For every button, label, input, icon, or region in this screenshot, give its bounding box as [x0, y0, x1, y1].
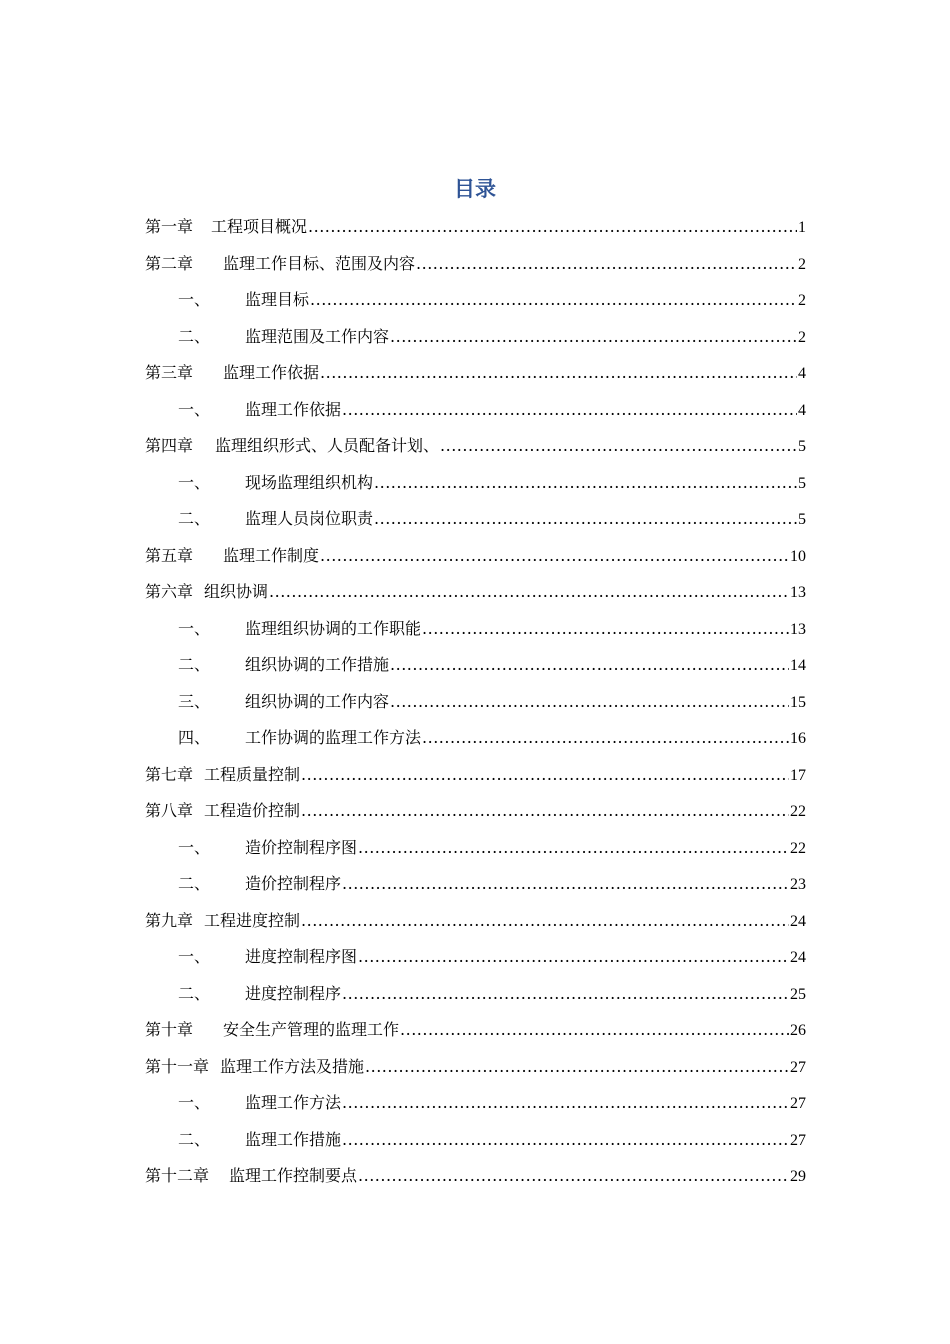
toc-subsection-entry[interactable] [178, 833, 806, 863]
toc-page-number: 27 [790, 1059, 806, 1076]
toc-subsection-entry[interactable] [178, 687, 806, 717]
toc-subsection-entry[interactable] [178, 1125, 806, 1155]
toc-dot-leader [422, 614, 789, 644]
toc-entry-number: 第三章 [145, 363, 194, 382]
toc-subsection-entry[interactable] [178, 1088, 806, 1118]
toc-subsection-entry[interactable] [178, 723, 806, 753]
toc-entry-number: 三、 [178, 692, 211, 711]
toc-page-number: 25 [790, 986, 806, 1003]
toc-chapter-entry[interactable] [145, 249, 806, 279]
toc-page-number: 15 [790, 694, 806, 711]
toc-dot-leader [440, 431, 797, 461]
toc-dot-leader [358, 833, 789, 863]
toc-entry-number: 四、 [178, 728, 211, 747]
toc-entry-title: 监理工作目标、范围及内容 [223, 254, 416, 273]
toc-dot-leader [342, 869, 789, 899]
toc-dot-leader [342, 1125, 789, 1155]
toc-page-number: 22 [790, 840, 806, 857]
toc-page-number: 24 [790, 949, 806, 966]
toc-page-number: 5 [798, 511, 806, 528]
toc-chapter-entry[interactable] [145, 431, 806, 461]
toc-entry-number: 第六章 [145, 582, 194, 601]
toc-entry-number: 一、 [178, 947, 211, 966]
toc-entry-number: 一、 [178, 1093, 211, 1112]
toc-dot-leader [301, 760, 789, 790]
toc-dot-leader [365, 1052, 789, 1082]
toc-entry-number: 一、 [178, 290, 211, 309]
toc-entry-number: 二、 [178, 1130, 211, 1149]
toc-page-number: 5 [798, 475, 806, 492]
toc-page-number: 1 [798, 219, 806, 236]
toc-dot-leader [342, 1088, 789, 1118]
toc-page-number: 2 [798, 329, 806, 346]
toc-page-number: 4 [798, 365, 806, 382]
toc-page-number: 26 [790, 1022, 806, 1039]
toc-page-number: 13 [790, 584, 806, 601]
toc-page-number: 2 [798, 292, 806, 309]
toc-dot-leader [358, 942, 789, 972]
toc-chapter-entry[interactable] [145, 796, 806, 826]
toc-dot-leader [342, 395, 797, 425]
toc-page-number: 27 [790, 1132, 806, 1149]
toc-entry-number: 一、 [178, 400, 211, 419]
toc-dot-leader [422, 723, 789, 753]
toc-dot-leader [301, 796, 789, 826]
toc-entry-title: 监理组织协调的工作职能 [245, 619, 422, 638]
toc-entry-title: 工程质量控制 [204, 765, 301, 784]
toc-dot-leader [374, 504, 797, 534]
toc-subsection-entry[interactable] [178, 285, 806, 315]
toc-entry-number: 第八章 [145, 801, 194, 820]
toc-page-number: 5 [798, 438, 806, 455]
toc-entry-title: 监理工作控制要点 [229, 1166, 358, 1185]
toc-dot-leader [308, 212, 797, 242]
toc-chapter-entry[interactable] [145, 1052, 806, 1082]
toc-subsection-entry[interactable] [178, 979, 806, 1009]
toc-page-number: 27 [790, 1095, 806, 1112]
toc-entry-title: 现场监理组织机构 [245, 473, 374, 492]
toc-chapter-entry[interactable] [145, 541, 806, 571]
toc-chapter-entry[interactable] [145, 577, 806, 607]
toc-dot-leader [342, 979, 789, 1009]
toc-chapter-entry[interactable] [145, 212, 806, 242]
toc-page-number: 2 [798, 256, 806, 273]
toc-entry-title: 造价控制程序 [245, 874, 342, 893]
toc-entry-number: 第一章 [145, 217, 194, 236]
toc-dot-leader [390, 687, 789, 717]
toc-page-number: 14 [790, 657, 806, 674]
toc-subsection-entry[interactable] [178, 869, 806, 899]
toc-entry-title: 组织协调的工作措施 [245, 655, 390, 674]
toc-entry-number: 第七章 [145, 765, 194, 784]
toc-entry-number: 二、 [178, 984, 211, 1003]
toc-entry-number: 第十一章 [145, 1057, 210, 1076]
toc-entry-number: 第五章 [145, 546, 194, 565]
toc-chapter-entry[interactable] [145, 358, 806, 388]
toc-chapter-entry[interactable] [145, 906, 806, 936]
toc-entry-number: 第九章 [145, 911, 194, 930]
toc-entry-number: 第四章 [145, 436, 194, 455]
toc-page-number: 16 [790, 730, 806, 747]
toc-page-number: 17 [790, 767, 806, 784]
toc-entry-title: 工程进度控制 [204, 911, 301, 930]
toc-entry-number: 一、 [178, 838, 211, 857]
toc-entry-number: 一、 [178, 473, 211, 492]
toc-page-number: 23 [790, 876, 806, 893]
toc-dot-leader [310, 285, 797, 315]
toc-chapter-entry[interactable] [145, 1015, 806, 1045]
toc-subsection-entry[interactable] [178, 504, 806, 534]
toc-entry-title: 监理工作制度 [223, 546, 320, 565]
toc-entry-title: 工作协调的监理工作方法 [245, 728, 422, 747]
toc-entry-number: 一、 [178, 619, 211, 638]
toc-subsection-entry[interactable] [178, 942, 806, 972]
toc-entry-title: 组织协调的工作内容 [245, 692, 390, 711]
toc-page-number: 29 [790, 1168, 806, 1185]
toc-entry-title: 安全生产管理的监理工作 [223, 1020, 400, 1039]
toc-dot-leader [374, 468, 797, 498]
toc-entry-number: 第十章 [145, 1020, 194, 1039]
toc-entry-title: 监理目标 [245, 290, 310, 309]
toc-entry-number: 二、 [178, 509, 211, 528]
toc-dot-leader [390, 322, 797, 352]
toc-dot-leader [269, 577, 789, 607]
toc-dot-leader [320, 358, 797, 388]
toc-page-number: 24 [790, 913, 806, 930]
toc-chapter-entry[interactable] [145, 760, 806, 790]
toc-entry-number: 二、 [178, 327, 211, 346]
toc-entry-title: 造价控制程序图 [245, 838, 358, 857]
toc-subsection-entry[interactable] [178, 650, 806, 680]
toc-entry-title: 监理工作依据 [223, 363, 320, 382]
toc-page-number: 13 [790, 621, 806, 638]
toc-subsection-entry[interactable] [178, 322, 806, 352]
toc-entry-title: 监理范围及工作内容 [245, 327, 390, 346]
toc-page-number: 22 [790, 803, 806, 820]
toc-chapter-entry[interactable] [145, 1161, 806, 1191]
toc-dot-leader [390, 650, 789, 680]
toc-entry-title: 监理人员岗位职责 [245, 509, 374, 528]
toc-entry-title: 组织协调 [204, 582, 269, 601]
toc-page-number: 10 [790, 548, 806, 565]
toc-subsection-entry[interactable] [178, 395, 806, 425]
toc-page-number: 4 [798, 402, 806, 419]
toc-entry-title: 监理工作依据 [245, 400, 342, 419]
toc-subsection-entry[interactable] [178, 468, 806, 498]
toc-subsection-entry[interactable] [178, 614, 806, 644]
toc-entry-title: 工程造价控制 [204, 801, 301, 820]
toc-entry-title: 监理工作方法 [245, 1093, 342, 1112]
toc-entry-number: 第十二章 [145, 1166, 210, 1185]
toc-entry-title: 监理组织形式、人员配备计划、 [215, 436, 440, 455]
toc-entry-title: 监理工作方法及措施 [220, 1057, 365, 1076]
toc-dot-leader [301, 906, 789, 936]
toc-entry-title: 监理工作措施 [245, 1130, 342, 1149]
toc-entry-number: 二、 [178, 874, 211, 893]
toc-dot-leader [320, 541, 789, 571]
toc-dot-leader [416, 249, 797, 279]
page-title: 目录 [454, 177, 496, 201]
toc-dot-leader [400, 1015, 789, 1045]
toc-entry-number: 二、 [178, 655, 211, 674]
toc-entry-title: 进度控制程序图 [245, 947, 358, 966]
toc-entry-number: 第二章 [145, 254, 194, 273]
toc-entry-title: 工程项目概况 [211, 217, 308, 236]
toc-entry-title: 进度控制程序 [245, 984, 342, 1003]
toc-dot-leader [358, 1161, 789, 1191]
